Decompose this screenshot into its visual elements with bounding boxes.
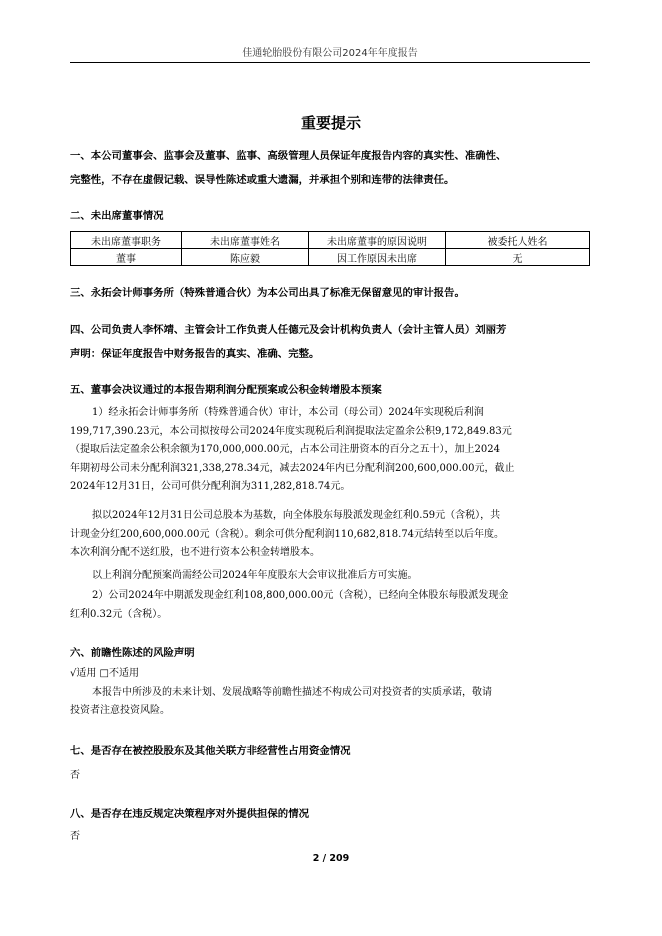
section-3-heading: 三、永拓会计师事务所（特殊普通合伙）为本公司出具了标准无保留意见的审计报告。 bbox=[70, 287, 465, 299]
absent-directors-table bbox=[70, 231, 590, 266]
page-title: 重要提示 bbox=[300, 114, 361, 132]
table-header-cell: 未出席董事姓名 bbox=[182, 232, 309, 249]
section-4-line-1: 四、公司负责人李怀靖、主管会计工作负责人任德元及会计机构负责人（会计主管人员）刘丽芳 bbox=[70, 324, 507, 336]
profit-distribution-paragraph-4 bbox=[70, 587, 600, 624]
paragraph-line: （提取后法定盈余公积余额为170,000,000.00元，占本公司注册资本的百分之五十），加上2024 bbox=[70, 444, 500, 455]
section-1-statement bbox=[70, 146, 600, 190]
table-header-cell: 未出席董事职务 bbox=[71, 232, 182, 249]
profit-distribution-paragraph-3 bbox=[70, 567, 600, 586]
table-cell: 陈应毅 bbox=[182, 249, 309, 266]
table-header-cell: 被委托人姓名 bbox=[446, 232, 590, 249]
paragraph-line: 2）公司2024年中期派发现金红利108,800,000.00元（含税），已经向全体股东每股派发现金 bbox=[92, 590, 509, 601]
profit-distribution-paragraph-1 bbox=[70, 404, 600, 497]
section-4-statement bbox=[70, 320, 600, 364]
table-header-row bbox=[71, 232, 590, 249]
section-8-heading: 八、是否存在违反规定决策程序对外提供担保的情况 bbox=[70, 808, 309, 820]
paragraph-line: 红利0.32元（含税）。 bbox=[70, 608, 168, 620]
paragraph-line: 投资者注意投资风险。 bbox=[70, 705, 170, 716]
section-7-answer: 否 bbox=[70, 770, 80, 781]
paragraph-line: 年期初母公司未分配利润321,338,278.34元，减去2024年内已分配利润200,600,000.00元，截止 bbox=[70, 462, 515, 474]
table-cell: 因工作原因未出席 bbox=[309, 249, 446, 266]
paragraph-line: 本次利润分配不送红股，也不进行资本公积金转增股本。 bbox=[70, 547, 320, 558]
section-6-heading: 六、前瞻性陈述的风险声明 bbox=[70, 647, 195, 659]
running-header: 佳通轮胎股份有限公司2024年年度报告 bbox=[242, 48, 418, 59]
paragraph-line: 2024年12月31日，公司可供分配利润为311,282,818.74元。 bbox=[70, 481, 351, 492]
table-row bbox=[71, 249, 590, 266]
paragraph-line: 1）经永拓会计师事务所（特殊普通合伙）审计，本公司（母公司）2024年实现税后利润 bbox=[92, 407, 484, 418]
profit-distribution-paragraph-2 bbox=[70, 507, 600, 563]
table-cell: 无 bbox=[446, 249, 590, 266]
table-cell: 董事 bbox=[71, 249, 182, 266]
section-4-line-2: 声明：保证年度报告中财务报告的真实、准确、完整。 bbox=[70, 348, 320, 360]
paragraph-line: 拟以2024年12月31日公司总股本为基数，向全体股东每股派发现金红利0.59元（含税），共 bbox=[92, 510, 501, 521]
risk-statement bbox=[70, 665, 600, 721]
page-number: 2 / 209 bbox=[312, 853, 350, 864]
paragraph-line: 199,717,390.23元，本公司拟按母公司2024年度实现税后利润提取法定盈余公积9,172,849.83元 bbox=[70, 425, 512, 437]
header-rule bbox=[70, 62, 590, 63]
applicability-option: √适用 □不适用 bbox=[70, 668, 139, 679]
section-5-heading: 五、董事会决议通过的本报告期利润分配预案或公积金转增股本预案 bbox=[70, 384, 382, 396]
section-7-heading: 七、是否存在被控股股东及其他关联方非经营性占用资金情况 bbox=[70, 745, 351, 757]
table-header-cell: 未出席董事的原因说明 bbox=[309, 232, 446, 249]
paragraph-line: 本报告中所涉及的未来计划、发展战略等前瞻性描述不构成公司对投资者的实质承诺，敬请 bbox=[92, 686, 492, 698]
section-1-line-1: 一、本公司董事会、监事会及董事、监事、高级管理人员保证年度报告内容的真实性、准确性、 bbox=[70, 150, 507, 162]
paragraph-line: 以上利润分配预案尚需经公司2024年年度股东大会审议批准后方可实施。 bbox=[92, 570, 418, 581]
section-1-line-2: 完整性，不存在虚假记载、误导性陈述或重大遗漏，并承担个别和连带的法律责任。 bbox=[70, 174, 455, 186]
section-2-heading: 二、未出席董事情况 bbox=[70, 210, 164, 222]
paragraph-line: 计现金分红200,600,000.00元（含税）。剩余可供分配利润110,682,818.74元结转至以后年度。 bbox=[70, 528, 505, 540]
section-8-answer: 否 bbox=[70, 831, 80, 842]
